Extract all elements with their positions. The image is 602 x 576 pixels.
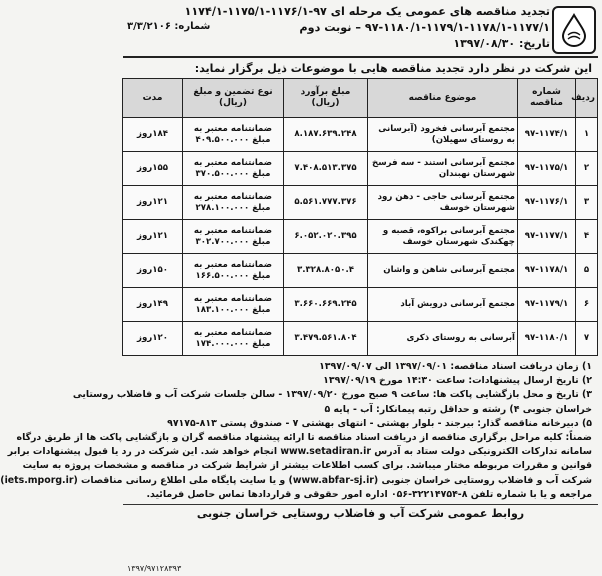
intro-text: این شرکت در نظر دارد تجدید مناقصه هایی با موضوعات ذیل برگزار نماید:: [194, 62, 592, 75]
cell-estimate: ۸.۱۸۷.۶۳۹.۲۴۸: [284, 118, 368, 152]
note-line: ۱) زمان دریافت اسناد مناقصه: ۱۳۹۷/۰۹/۰۱ الی ۱۳۹۷/۰۹/۰۷: [319, 361, 592, 372]
cell-tender-number: ۹۷-۱۱۷۶/۱: [518, 186, 576, 220]
cell-guarantee: ضمانتنامه معتبر به مبلغ ۲۷۸.۱۰۰.۰۰۰: [183, 186, 284, 220]
letter-date: تاریخ: ۱۳۹۷/۰۸/۳۰: [453, 37, 550, 50]
cell-estimate: ۵.۵۶۱.۷۷۷.۳۷۶: [284, 186, 368, 220]
cell-subject: مجتمع آبرسانی براکوه، قصبه و چهکندک شهرستان خوسف: [368, 220, 518, 254]
col-header-duration: مدت: [123, 79, 183, 118]
cell-tender-number: ۹۷-۱۱۷۷/۱: [518, 220, 576, 254]
cell-estimate: ۷.۴۰۸.۵۱۳.۳۷۵: [284, 152, 368, 186]
note-line: قوانین و مقررات مربوطه مختار میباشد. برای کسب اطلاعات بیشتر از شرایط شرکت در مناقصه و مشخصات پروژه به سایت: [22, 460, 592, 472]
table-row: [123, 186, 598, 220]
col-header-estimate: مبلغ برآورد (ریال): [284, 79, 368, 118]
col-header-subject: موضوع مناقصه: [368, 79, 518, 118]
note-line: ۲) تاریخ ارسال پیشنهادات: ساعت ۱۴:۳۰ مورخ ۱۳۹۷/۰۹/۱۹: [323, 375, 592, 387]
notice-title: تجدید مناقصه های عمومی یک مرحله ای ۹۷-۱۱۷۶/۱-۱۱۷۵/۱-۱۱۷۴/۱: [184, 5, 550, 18]
cell-tender-number: ۹۷-۱۱۷۸/۱: [518, 254, 576, 288]
tender-table: [122, 78, 598, 356]
cell-tender-number: ۹۷-۱۱۷۴/۱: [518, 118, 576, 152]
col-header-tender-number: شماره مناقصه: [518, 79, 576, 118]
cell-row-number: ۲: [576, 152, 598, 186]
table-row: [123, 322, 598, 356]
cell-subject: مجتمع آبرسانی فخرود (آبرسانی به روستای سهیلان): [368, 118, 518, 152]
cell-estimate: ۳.۶۶۰.۶۶۹.۲۴۵: [284, 288, 368, 322]
public-relations-signature: روابط عمومی شرکت آب و فاضلاب روستایی خراسان جنوبی: [123, 504, 598, 520]
cell-guarantee: ضمانتنامه معتبر به مبلغ ۴۰۹.۵۰۰.۰۰۰: [183, 118, 284, 152]
letter-number: شماره: ۳/۳/۲۱۰۶: [127, 21, 211, 32]
notes-section: [0, 356, 598, 502]
note-line: ضمناً: کلیه مراحل برگزاری مناقصه از دریافت اسناد مناقصه تا ارائه پیشنهاد مناقصه گران و بازگشایی پاکت ها از طریق درگاه: [16, 432, 592, 444]
cell-duration: ۱۲۱روز: [123, 220, 183, 254]
company-logo: [552, 6, 596, 54]
cell-subject: مجتمع آبرسانی استند - سه فرسخ شهرستان نهبندان: [368, 152, 518, 186]
cell-guarantee: ضمانتنامه معتبر به مبلغ ۳۰۲.۷۰۰.۰۰۰: [183, 220, 284, 254]
tender-numbers: ۹۷-۱۱۸۰/۱-۱۱۷۹/۱-۱۱۷۸/۱-۱۱۷۷/۱ – نوبت دوم: [299, 21, 550, 34]
cell-row-number: ۳: [576, 186, 598, 220]
cell-subject: مجتمع آبرسانی درویش آباد: [368, 288, 518, 322]
note-line: ۵) دبیرخانه مناقصه گذار: بیرجند - بلوار بهشتی - انتهای بهشتی ۷ - صندوق پستی ۸۱۳-۹۷۱۷۵: [167, 417, 592, 429]
cell-row-number: ۶: [576, 288, 598, 322]
note-line: ۳) تاریخ و محل بازگشایی پاکت ها: ساعت ۹ صبح مورخ ۱۳۹۷/۰۹/۲۰ - سالن جلسات شرکت آب و فاضلاب روستایی: [72, 389, 592, 401]
table-row: [123, 254, 598, 288]
table-header-row: [123, 79, 598, 118]
cell-estimate: ۳.۳۲۸.۸۰۵۰.۴: [284, 254, 368, 288]
cell-guarantee: ضمانتنامه معتبر به مبلغ ۱۷۴.۰۰۰.۰۰۰: [183, 322, 284, 356]
note-line: خراسان جنوبی ۴) رشته و حداقل رتبه پیمانکار: آب - پایه ۵: [324, 403, 592, 415]
cell-duration: ۱۲۱روز: [123, 186, 183, 220]
cell-duration: ۱۸۴روز: [123, 118, 183, 152]
publication-code: ۱۳۹۷/۹۷۱۲۸۳۹۳: [127, 564, 182, 573]
cell-duration: ۱۲۰روز: [123, 322, 183, 356]
cell-tender-number: ۹۷-۱۱۸۰/۱: [518, 322, 576, 356]
cell-subject: مجتمع آبرسانی شاهن و واشان: [368, 254, 518, 288]
cell-subject: مجتمع آبرسانی حاجی - دهن رود شهرستان خوسف: [368, 186, 518, 220]
col-header-guarantee: نوع تضمین و مبلغ (ریال): [183, 79, 284, 118]
cell-duration: ۱۴۹روز: [123, 288, 183, 322]
note-line: سامانه تدارکات الکترونیکی دولت ستاد به آدرس www.setadiran.ir انجام خواهد شد. این شرکت در رد یا قبول پیشنهادات برابر: [7, 446, 592, 458]
cell-row-number: ۷: [576, 322, 598, 356]
cell-subject: آبرسانی به روستای ذکری: [368, 322, 518, 356]
cell-row-number: ۵: [576, 254, 598, 288]
note-line: مراجعه و یا با شماره تلفن ۸-۳۲۲۱۴۷۵۴-۰۵۶ اداره امور حقوقی و قراردادها تماس حاصل فرمائید.: [146, 488, 592, 500]
cell-tender-number: ۹۷-۱۱۷۵/۱: [518, 152, 576, 186]
cell-guarantee: ضمانتنامه معتبر به مبلغ ۳۷۰.۵۰۰.۰۰۰: [183, 152, 284, 186]
table-row: [123, 220, 598, 254]
table-row: [123, 118, 598, 152]
cell-row-number: ۱: [576, 118, 598, 152]
cell-estimate: ۶.۰۵۲.۰۲۰.۳۹۵: [284, 220, 368, 254]
cell-duration: ۱۵۰روز: [123, 254, 183, 288]
cell-estimate: ۳.۴۷۹.۵۶۱.۸۰۴: [284, 322, 368, 356]
cell-guarantee: ضمانتنامه معتبر به مبلغ ۱۶۶.۵۰۰.۰۰۰: [183, 254, 284, 288]
cell-duration: ۱۵۵روز: [123, 152, 183, 186]
notice-header: [123, 4, 598, 58]
title-row-2: [127, 21, 550, 36]
water-drop-icon: [559, 13, 589, 47]
title-row-3: [127, 37, 550, 52]
cell-tender-number: ۹۷-۱۱۷۹/۱: [518, 288, 576, 322]
col-header-row-number: ردیف: [576, 79, 598, 118]
table-row: [123, 152, 598, 186]
cell-row-number: ۴: [576, 220, 598, 254]
note-line: شرکت آب و فاضلاب روستایی خراسان جنوبی (www.abfar-sj.ir) و یا سایت پایگاه ملی اطلاع رسانی مناقصات (iets.mporg.ir): [0, 474, 592, 486]
cell-guarantee: ضمانتنامه معتبر به مبلغ ۱۸۳.۱۰۰.۰۰۰: [183, 288, 284, 322]
table-row: [123, 288, 598, 322]
